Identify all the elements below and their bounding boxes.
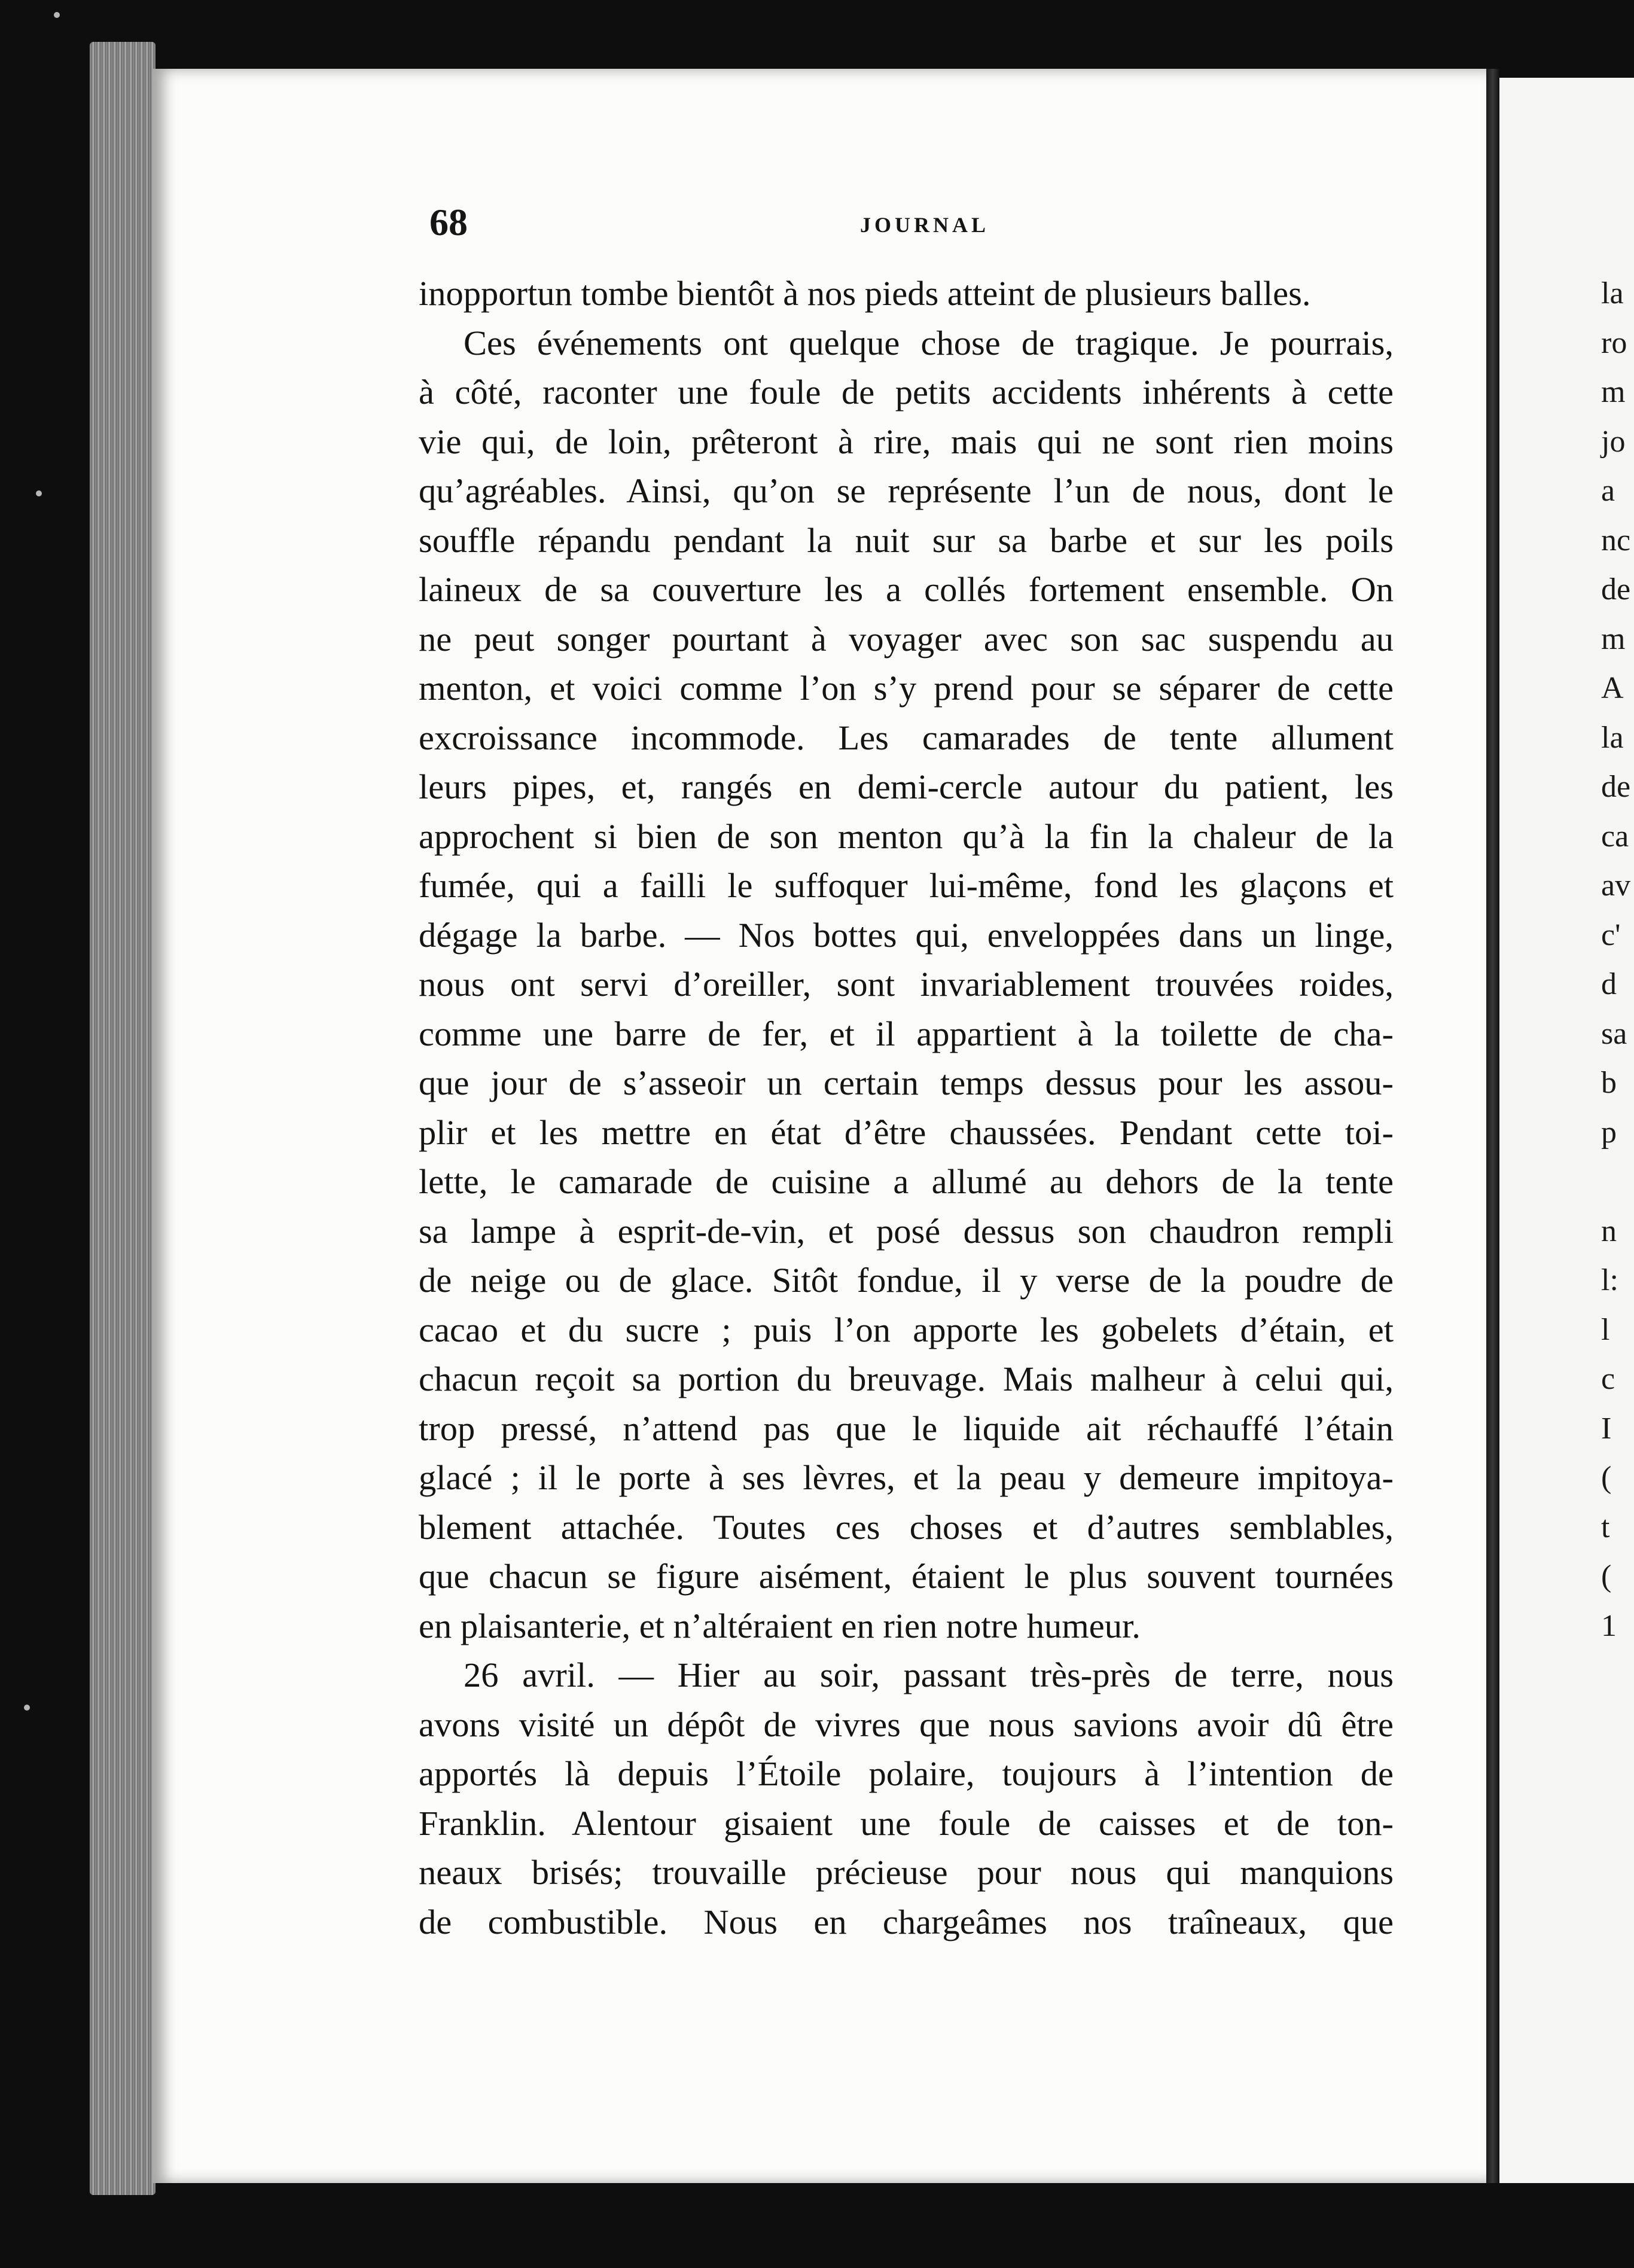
facing-page-fragment bbox=[1601, 1700, 1634, 1750]
text-line: plir et les mettre en état d’être chaussées. Pendant cette toi- bbox=[419, 1112, 1394, 1152]
text-line: lette, le camarade de cuisine a allumé au dehors de la tente bbox=[419, 1162, 1394, 1201]
facing-page-fragment bbox=[1601, 1749, 1634, 1799]
text-line: blement attachée. Toutes ces choses et d’autres semblables, bbox=[419, 1507, 1394, 1547]
running-head bbox=[429, 200, 1386, 254]
facing-page-fragment: t bbox=[1601, 1510, 1610, 1544]
text-line: qu’agréables. Ainsi, qu’on se représente l’un de nous, dont le bbox=[419, 471, 1394, 510]
scan-speck bbox=[54, 12, 60, 18]
text-line: à côté, raconter une foule de petits accidents inhérents à cette bbox=[419, 373, 1394, 411]
text-line: approchent si bien de son menton qu’à la fin la chaleur de la bbox=[419, 816, 1394, 856]
text-line: que chacun se figure aisément, étaient le plus souvent tournées bbox=[419, 1557, 1394, 1596]
facing-page-fragment: b bbox=[1601, 1066, 1617, 1100]
facing-page-fragment bbox=[1601, 1848, 1634, 1898]
text-line: leurs pipes, et, rangés en demi-cercle autour du patient, les bbox=[419, 767, 1394, 806]
body-text bbox=[419, 269, 1394, 1947]
facing-page-fragment: ro bbox=[1601, 325, 1627, 360]
facing-page-fragment: l: bbox=[1601, 1263, 1618, 1297]
facing-page-fragment: l bbox=[1601, 1312, 1610, 1347]
facing-page-fragment: A bbox=[1601, 671, 1624, 705]
facing-page-fragment: ( bbox=[1601, 1461, 1612, 1495]
scan-speck bbox=[24, 1705, 30, 1711]
facing-page-fragment bbox=[1601, 1898, 1634, 1947]
facing-page-fragment: ca bbox=[1601, 819, 1629, 853]
facing-page-fragment: d bbox=[1601, 967, 1617, 1001]
facing-page-fragment: de bbox=[1601, 572, 1631, 606]
text-line: glacé ; il le porte à ses lèvres, et la peau y demeure impitoya- bbox=[419, 1458, 1394, 1497]
facing-page-fragment: de bbox=[1601, 770, 1631, 804]
text-line: sa lampe à esprit-de-vin, et posé dessus son chaudron rempli bbox=[419, 1211, 1394, 1251]
facing-page-fragment: ( bbox=[1601, 1559, 1612, 1593]
facing-page-text bbox=[1601, 269, 1634, 1947]
text-line: excroissance incommode. Les camarades de tente allument bbox=[419, 718, 1394, 757]
text-line: 26 avril. — Hier au soir, passant très-près de terre, nous bbox=[464, 1656, 1394, 1694]
text-line: cacao et du sucre ; puis l’on apporte les gobelets d’étain, et bbox=[419, 1310, 1394, 1349]
facing-page-fragment: jo bbox=[1601, 424, 1626, 459]
page-edges bbox=[90, 42, 156, 2195]
page-number: 68 bbox=[429, 201, 468, 243]
text-line: menton, et voici comme l’on s’y prend pour se séparer de cette bbox=[419, 669, 1394, 708]
text-line: neaux brisés; trouvaille précieuse pour nous qui manquions bbox=[419, 1853, 1394, 1892]
facing-page-fragment: p bbox=[1601, 1115, 1617, 1150]
text-line: vie qui, de loin, prêteront à rire, mais qui ne sont rien moins bbox=[419, 422, 1394, 461]
text-line: laineux de sa couverture les a collés fortement ensemble. On bbox=[419, 570, 1394, 609]
text-line: dégage la barbe. — Nos bottes qui, enveloppées dans un linge, bbox=[419, 915, 1394, 955]
text-line: fumée, qui a failli le suffoquer lui-même, fond les glaçons et bbox=[419, 866, 1394, 905]
facing-page-fragment: av bbox=[1601, 868, 1631, 903]
facing-page-fragment: sa bbox=[1601, 1016, 1627, 1051]
text-line: chacun reçoit sa portion du breuvage. Mais malheur à celui qui, bbox=[419, 1359, 1394, 1398]
scan-speck bbox=[36, 490, 42, 496]
text-line: trop pressé, n’attend pas que le liquide ait réchauffé l’étain bbox=[419, 1409, 1394, 1448]
facing-page-fragment bbox=[1601, 1799, 1634, 1849]
text-line: nous ont servi d’oreiller, sont invariablement trouvées roides, bbox=[419, 965, 1394, 1004]
text-line: de neige ou de glace. Sitôt fondue, il y verse de la poudre de bbox=[419, 1261, 1394, 1300]
facing-page-fragment: nc bbox=[1601, 523, 1631, 557]
text-line: ne peut songer pourtant à voyager avec son sac suspendu au bbox=[419, 619, 1394, 659]
text-line: inopportun tombe bientôt à nos pieds atteint de plusieurs balles. bbox=[419, 274, 1311, 313]
facing-page-fragment bbox=[1601, 1651, 1634, 1700]
facing-page-fragment bbox=[1601, 1157, 1634, 1207]
text-line: de combustible. Nous en chargeâmes nos traîneaux, que bbox=[419, 1902, 1394, 1941]
text-line: que jour de s’asseoir un certain temps dessus pour les assou- bbox=[419, 1063, 1394, 1102]
book-gutter bbox=[1486, 69, 1499, 2183]
facing-page-fragment: c bbox=[1601, 1362, 1615, 1396]
text-line: Franklin. Alentour gisaient une foule de caisses et de ton- bbox=[419, 1803, 1394, 1843]
facing-page-fragment: m bbox=[1601, 621, 1626, 656]
facing-page-fragment: 1 bbox=[1601, 1608, 1617, 1643]
facing-page-fragment: la bbox=[1601, 276, 1624, 310]
facing-page-fragment: a bbox=[1601, 474, 1615, 508]
text-line: souffle répandu pendant la nuit sur sa barbe et sur les poils bbox=[419, 520, 1394, 560]
text-line: avons visité un dépôt de vivres que nous savions avoir dû être bbox=[419, 1705, 1394, 1744]
facing-page-fragment: la bbox=[1601, 720, 1624, 755]
facing-page-fragment: I bbox=[1601, 1411, 1612, 1446]
text-line: en plaisanterie, et n’altéraient en rien notre humeur. bbox=[419, 1606, 1141, 1645]
text-line: apportés là depuis l’Étoile polaire, toujours à l’intention de bbox=[419, 1754, 1394, 1793]
text-line: Ces événements ont quelque chose de tragique. Je pourrais, bbox=[464, 323, 1394, 362]
facing-page-fragment: c' bbox=[1601, 917, 1621, 952]
running-head-title: JOURNAL bbox=[860, 213, 990, 237]
text-line: comme une barre de fer, et il appartient à la toilette de cha- bbox=[419, 1014, 1394, 1053]
facing-page-fragment: n bbox=[1601, 1214, 1617, 1248]
facing-page-fragment: m bbox=[1601, 375, 1626, 409]
